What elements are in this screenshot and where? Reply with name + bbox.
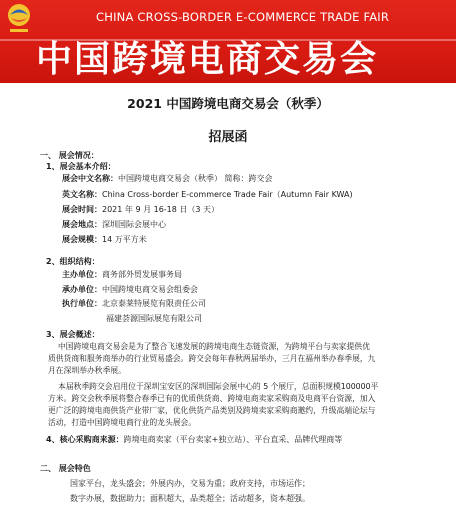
feature-line: 国家平台，龙头盛会；外展内办，交易为重；政府支持，市场运作； <box>70 479 310 488</box>
overview-line: 更广泛的跨境电商供货产业带厂家，优化供货产品类别及跨境卖家采购商邀约，升级高端论坛与 <box>48 406 376 415</box>
org-row-organizer: 承办单位：中国跨境电商交易会组委会 <box>62 285 198 294</box>
item3-heading: 3、展会概述： <box>46 330 100 339</box>
org-row-executor-2: 福建荟源国际展览有限公司 <box>106 314 202 323</box>
fair-logo-icon <box>4 2 34 36</box>
item1-heading: 1、展会基本介绍： <box>46 162 116 171</box>
info-row-en-name: 英文名称：China Cross-border E-commerce Trade Fair（Autumn Fair KWA) <box>62 190 353 199</box>
document-title: 2021 中国跨境电商交易会（秋季） <box>127 96 329 111</box>
item4-row: 4、核心采购商来源：跨境电商卖家（平台卖家+独立站）、平台直采、品牌代理商等 <box>46 435 343 444</box>
item2-heading: 2、组织结构： <box>46 257 100 266</box>
overview-line: 本届秋季跨交会启用位于深圳宝安区的深圳国际会展中心的 5 个展厅，总面积规模100000平 <box>58 382 379 391</box>
section1-heading: 一、 展会情况： <box>40 151 99 160</box>
document-subtitle: 招展函 <box>208 130 248 145</box>
overview-line: 活动，打造中国跨境电商行业的龙头展会。 <box>48 418 197 427</box>
info-row-date: 展会时间：2021 年 9 月 16-18 日（3 天） <box>62 205 220 214</box>
info-row-cn-name: 展会中文名称：中国跨境电商交易会（秋季） 简称：跨交会 <box>62 174 273 183</box>
info-row-venue: 展会地点：深圳国际会展中心 <box>62 220 166 229</box>
banner-chinese-title: 中国跨境电商交易会 <box>36 39 379 80</box>
org-row-executor: 执行单位：北京泰莱特展览有限责任公司 <box>62 299 206 308</box>
overview-line: 月在深圳举办秋季展。 <box>48 366 126 375</box>
overview-line: 中国跨境电商交易会是为了整合飞速发展的跨境电商生态链资源，为跨境平台与卖家提供优 <box>58 342 370 351</box>
org-row-host: 主办单位：商务部外贸发展事务局 <box>62 270 182 279</box>
banner-english-title: CHINA CROSS-BORDER E-COMMERCE TRADE FAIR <box>96 10 390 24</box>
info-row-scale: 展会规模：14 万平方米 <box>62 235 147 244</box>
overview-line: 方米。跨交会秋季展将整合春季已有的优质供货商、跨境电商卖家采购商及电商平台资源，加入 <box>48 394 376 403</box>
overview-line: 质供货商和服务商举办的行业贸易盛会。跨交会每年春秋两届举办，三月在福州举办春季展，九 <box>48 354 376 363</box>
section2-heading: 二、 展会特色 <box>40 464 91 473</box>
feature-line: 数字办展，数据助力；面积超大，品类超全；活动超多，资本超强。 <box>70 494 310 503</box>
header-banner <box>0 0 456 83</box>
